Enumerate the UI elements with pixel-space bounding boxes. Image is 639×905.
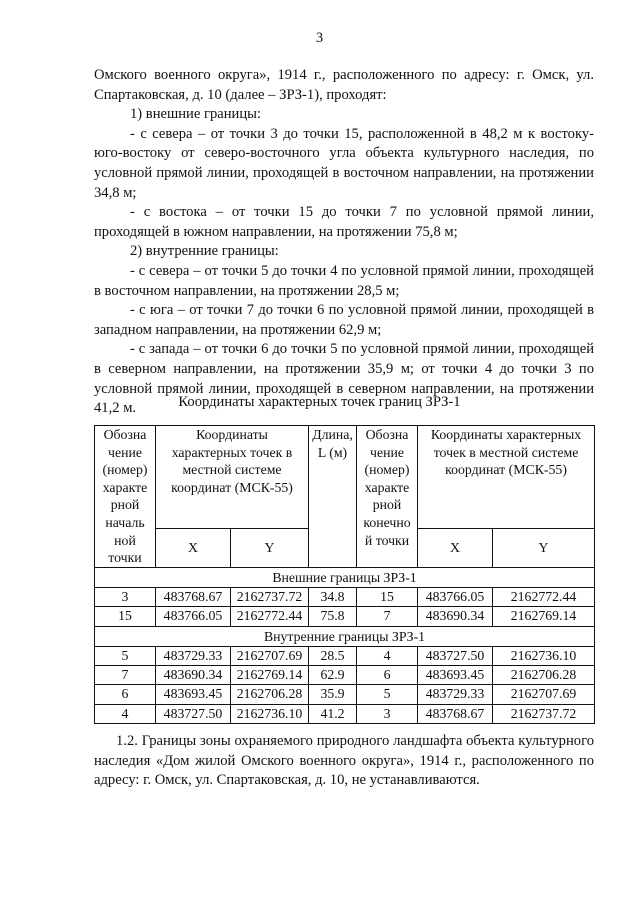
- cell-y2: 2162737.72: [493, 704, 595, 723]
- paragraph-outer-heading: 1) внешние границы:: [130, 106, 262, 123]
- paragraph-outer-east: - с востока – от точки 15 до точки 7 по условной прямой линии, проходящей в южном направлении, на протяжении 75,8 м;: [94, 204, 594, 240]
- cell-length: 34.8: [309, 587, 357, 606]
- section-1-2: [94, 732, 594, 791]
- cell-x1: 483690.34: [156, 665, 231, 684]
- cell-y2: 2162706.28: [493, 665, 595, 684]
- header-y-start: Y: [231, 528, 309, 567]
- cell-start: 5: [95, 646, 156, 665]
- group-title-inner: Внутренние границы ЗРЗ-1: [95, 626, 595, 646]
- paragraph-inner-north: - с севера – от точки 5 до точки 4 по условной прямой линии, проходящей в восточном направлении, на протяжении 28,5 м;: [94, 262, 594, 299]
- cell-x2: 483690.34: [418, 607, 493, 626]
- cell-y2: 2162769.14: [493, 607, 595, 626]
- table-row: [95, 607, 595, 626]
- cell-x1: 483766.05: [156, 607, 231, 626]
- header-x-end: X: [418, 528, 493, 567]
- cell-x1: 483727.50: [156, 704, 231, 723]
- cell-y1: 2162769.14: [231, 665, 309, 684]
- cell-length: 62.9: [309, 665, 357, 684]
- paragraph-intro: Омского военного округа», 1914 г., расположенного по адресу: г. Омск, ул. Спартаковская, д. 10 (далее – ЗРЗ-1), проходят:: [94, 67, 594, 103]
- cell-start: 6: [95, 685, 156, 704]
- cell-start: 3: [95, 587, 156, 606]
- table-row: [95, 587, 595, 606]
- cell-start: 7: [95, 665, 156, 684]
- cell-y1: 2162736.10: [231, 704, 309, 723]
- cell-end: 3: [357, 704, 418, 723]
- cell-x1: 483693.45: [156, 685, 231, 704]
- cell-x2: 483693.45: [418, 665, 493, 684]
- cell-end: 6: [357, 665, 418, 684]
- boundary-description: [94, 66, 594, 419]
- cell-end: 5: [357, 685, 418, 704]
- cell-x2: 483729.33: [418, 685, 493, 704]
- table-row: [95, 685, 595, 704]
- paragraph-inner-south: - с юга – от точки 7 до точки 6 по условной прямой линии, проходящей в западном направлении, на протяжении 62,9 м;: [94, 302, 594, 338]
- header-end-point: Обозна чение (номер) характе рной конечно й точки: [357, 426, 418, 568]
- table-caption: Координаты характерных точек границ ЗРЗ-1: [178, 394, 461, 410]
- cell-y2: 2162707.69: [493, 685, 595, 704]
- table-row: [95, 704, 595, 723]
- cell-y2: 2162736.10: [493, 646, 595, 665]
- paragraph-inner-west: - с запада – от точки 6 до точки 5 по условной прямой линии, проходящей в северном направлении, на протяжении 35,9 м; от точки 4 до точки 3 по условной прямой линии, проходящей в северном направлении, на протяжении 41,2 м.: [94, 341, 594, 417]
- cell-x2: 483768.67: [418, 704, 493, 723]
- cell-y1: 2162772.44: [231, 607, 309, 626]
- cell-x2: 483727.50: [418, 646, 493, 665]
- cell-x2: 483766.05: [418, 587, 493, 606]
- table-row: [95, 646, 595, 665]
- cell-end: 7: [357, 607, 418, 626]
- cell-x1: 483768.67: [156, 587, 231, 606]
- cell-y1: 2162707.69: [231, 646, 309, 665]
- group-title-outer: Внешние границы ЗРЗ-1: [95, 567, 595, 587]
- coordinates-table: [94, 425, 595, 724]
- cell-start: 15: [95, 607, 156, 626]
- cell-y1: 2162737.72: [231, 587, 309, 606]
- header-length: Длина, L (м): [309, 426, 357, 568]
- header-coordinates-end: Координаты характерных точек в местной системе координат (МСК-55): [418, 426, 595, 529]
- cell-y2: 2162772.44: [493, 587, 595, 606]
- cell-end: 15: [357, 587, 418, 606]
- table-row: [95, 665, 595, 684]
- cell-length: 35.9: [309, 685, 357, 704]
- header-y-end: Y: [493, 528, 595, 567]
- header-coordinates-start: Координаты характерных точек в местной системе координат (МСК-55): [156, 426, 309, 529]
- cell-start: 4: [95, 704, 156, 723]
- cell-length: 41.2: [309, 704, 357, 723]
- cell-y1: 2162706.28: [231, 685, 309, 704]
- cell-x1: 483729.33: [156, 646, 231, 665]
- cell-length: 28.5: [309, 646, 357, 665]
- paragraph-inner-heading: 2) внутренние границы:: [130, 243, 279, 260]
- paragraph-outer-north: - с севера – от точки 3 до точки 15, расположенной в 48,2 м к востоку-юго-востоку от северо-восточного угла объекта культурного наследия, по условной прямой линии, проходящей в восточном направлении, на протяжении 34,8 м;: [94, 125, 594, 201]
- page-number: 3: [315, 30, 324, 46]
- header-x-start: X: [156, 528, 231, 567]
- cell-end: 4: [357, 646, 418, 665]
- header-start-point: Обозна чение (номер) характе рной началь ной точки: [95, 426, 156, 568]
- cell-length: 75.8: [309, 607, 357, 626]
- paragraph-landscape-zone: 1.2. Границы зоны охраняемого природного ландшафта объекта культурного наследия «Дом жилой Омского военного округа», 1914 г., расположенного по адресу: г. Омск, ул. Спартаковская, д. 10, не устанавливаются.: [94, 733, 594, 789]
